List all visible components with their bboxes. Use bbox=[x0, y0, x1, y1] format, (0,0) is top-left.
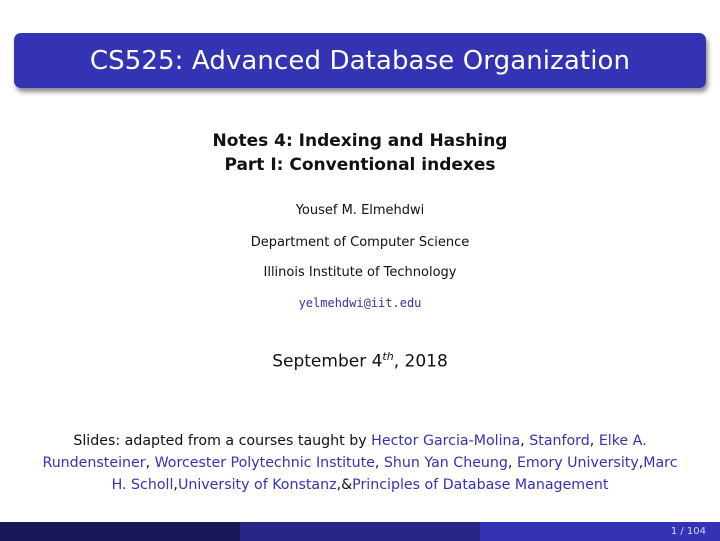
date-prefix: September 4 bbox=[272, 351, 383, 372]
credits-separator: , bbox=[638, 455, 644, 471]
department: Department of Computer Science bbox=[250, 235, 470, 250]
credits-separator: , bbox=[520, 433, 530, 449]
date-suffix: , 2018 bbox=[393, 351, 448, 372]
credits-separator: , bbox=[374, 455, 384, 471]
presentation-date bbox=[0, 350, 720, 372]
footer-segment-left bbox=[0, 522, 240, 541]
subtitle-line-2: Part I: Conventional indexes bbox=[224, 155, 496, 175]
credit-link-hector-garcia-molina[interactable]: Hector Garcia-Molina bbox=[371, 433, 521, 449]
footer-segment-middle bbox=[240, 522, 480, 541]
credits-separator: , bbox=[589, 433, 599, 449]
footer-bar bbox=[0, 522, 720, 541]
credit-link-marc-scholl[interactable]: Marc H. Scholl bbox=[111, 455, 678, 493]
credit-link-university-of-konstanz[interactable]: University of Konstanz bbox=[177, 477, 337, 493]
credits-separator: , bbox=[507, 455, 517, 471]
credit-link-emory-university[interactable]: Emory University bbox=[516, 455, 639, 471]
title-banner bbox=[14, 33, 706, 88]
credits-separator: ,& bbox=[336, 477, 353, 493]
slide-title: CS525: Advanced Database Organization bbox=[89, 45, 631, 76]
subtitle-line-1: Notes 4: Indexing and Hashing bbox=[212, 131, 508, 151]
author-name: Yousef M. Elmehdwi bbox=[295, 203, 425, 218]
credit-link-stanford[interactable]: Stanford bbox=[529, 433, 590, 449]
date-superscript: th bbox=[382, 350, 394, 363]
credits-intro: Slides: adapted from a courses taught by bbox=[73, 433, 372, 449]
credit-link-principles-of-database-management[interactable]: Principles of Database Management bbox=[352, 477, 609, 493]
credits-paragraph bbox=[40, 430, 680, 496]
credit-link-worcester-polytechnic[interactable]: Worcester Polytechnic Institute bbox=[154, 455, 375, 471]
footer-segment-right bbox=[480, 522, 720, 541]
email-link[interactable]: yelmehdwi@iit.edu bbox=[298, 296, 422, 310]
credits-separator: , bbox=[145, 455, 155, 471]
institution: Illinois Institute of Technology bbox=[263, 265, 457, 280]
page-number: 1 / 104 bbox=[670, 526, 706, 537]
credit-link-elke-rundensteiner[interactable]: Elke A. Rundensteiner bbox=[42, 433, 647, 471]
credit-link-shun-yan-cheung[interactable]: Shun Yan Cheung bbox=[383, 455, 508, 471]
credits-separator: , bbox=[173, 477, 178, 493]
slide-subtitle bbox=[0, 129, 720, 177]
